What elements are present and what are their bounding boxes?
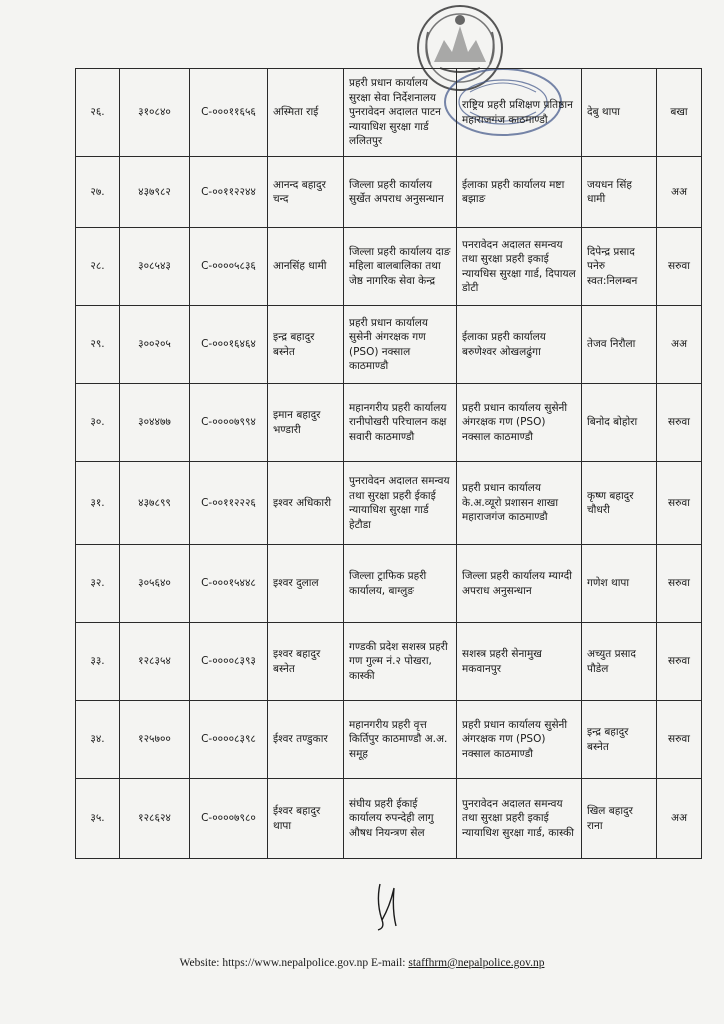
employee-id-cell: १२५७०० — [120, 701, 190, 779]
employee-id-cell: ३००२०५ — [120, 306, 190, 384]
table-row — [76, 623, 702, 701]
employee-id-cell: ३१०८४० — [120, 69, 190, 157]
employee-id-cell: ३०५६४० — [120, 545, 190, 623]
table-row — [76, 228, 702, 306]
name-cell: आनसिंह धामी — [268, 228, 344, 306]
code-cell: C-००००७९८० — [190, 779, 268, 859]
serial-number-cell: ३५. — [76, 779, 120, 859]
employee-id-cell: १२८३५४ — [120, 623, 190, 701]
table-row — [76, 462, 702, 545]
from-office-cell: जिल्ला प्रहरी कार्यालय दाङ महिला बालबालिका तथा जेष्ठ नागरिक सेवा केन्द्र — [344, 228, 457, 306]
name-cell: आनन्द बहादुर चन्द — [268, 157, 344, 228]
from-office-cell: जिल्ला प्रहरी कार्यालय सुर्खेत अपराध अनुसन्धान — [344, 157, 457, 228]
table-row — [76, 384, 702, 462]
serial-number-cell: २७. — [76, 157, 120, 228]
transfer-roster-table — [75, 68, 702, 859]
status-cell: बखा — [657, 69, 702, 157]
to-office-cell: पनरावेदन अदालत समन्वय तथा सुरक्षा प्रहरी इकाई न्यायधिस सुरक्षा गार्ड, दिपायल डोटी — [457, 228, 582, 306]
to-office-cell: ईलाका प्रहरी कार्यालय मष्टा बझाङ — [457, 157, 582, 228]
code-cell: C-००००८३९३ — [190, 623, 268, 701]
status-cell: सरुवा — [657, 462, 702, 545]
to-office-cell: प्रहरी प्रधान कार्यालय सुसेनी अंगरक्षक गण (PSO) नक्साल काठमाण्डौ — [457, 701, 582, 779]
approver-cell: जयधन सिंह धामी — [582, 157, 657, 228]
from-office-cell: महानगरीय प्रहरी कार्यालय रानीपोखरी परिचालन कक्ष सवारी काठमाण्डौ — [344, 384, 457, 462]
name-cell: इश्वर अधिकारी — [268, 462, 344, 545]
from-office-cell: गण्डकी प्रदेश सशस्त्र प्रहरी गण गुल्म नं.२ पोखरा, कास्की — [344, 623, 457, 701]
status-cell: सरुवा — [657, 228, 702, 306]
code-cell: C-००००८३९८ — [190, 701, 268, 779]
to-office-cell: राष्ट्रिय प्रहरी प्रशिक्षण प्रतिष्ठान महाराजगंज काठमाण्डौ — [457, 69, 582, 157]
employee-id-cell: ३०८५४३ — [120, 228, 190, 306]
approver-cell: तेजव निरौला — [582, 306, 657, 384]
table-row — [76, 69, 702, 157]
table-row — [76, 306, 702, 384]
employee-id-cell: ४३७९८२ — [120, 157, 190, 228]
page-footer — [0, 957, 724, 969]
name-cell: इन्द्र बहादुर बस्नेत — [268, 306, 344, 384]
from-office-cell: जिल्ला ट्राफिक प्रहरी कार्यालय, बाग्लुङ — [344, 545, 457, 623]
name-cell: इमान बहादुर भण्डारी — [268, 384, 344, 462]
name-cell: इश्वर दुलाल — [268, 545, 344, 623]
approver-cell: देबु थापा — [582, 69, 657, 157]
from-office-cell: प्रहरी प्रधान कार्यालय सुसेनी अंगरक्षक गण (PSO) नक्साल काठमाण्डौ — [344, 306, 457, 384]
from-office-cell: संघीय प्रहरी ईकाई कार्यालय रुपन्देही लागु औषध नियन्त्रण सेल — [344, 779, 457, 859]
approver-cell: बिनोद बोहोरा — [582, 384, 657, 462]
table-row — [76, 779, 702, 859]
approver-cell: दिपेन्द्र प्रसाद पनेरु स्वत:निलम्बन — [582, 228, 657, 306]
name-cell: ईश्वर तण्डुकार — [268, 701, 344, 779]
serial-number-cell: ३३. — [76, 623, 120, 701]
to-office-cell: प्रहरी प्रधान कार्यालय सुसेनी अंगरक्षक गण (PSO) नक्साल काठमाण्डौ — [457, 384, 582, 462]
name-cell: ईश्वर बहादुर थापा — [268, 779, 344, 859]
approver-cell: खिल बहादुर राना — [582, 779, 657, 859]
table-row — [76, 545, 702, 623]
name-cell: अस्मिता राई — [268, 69, 344, 157]
serial-number-cell: ३१. — [76, 462, 120, 545]
status-cell: सरुवा — [657, 545, 702, 623]
to-office-cell: जिल्ला प्रहरी कार्यालय म्याग्दी अपराध अनुसन्धान — [457, 545, 582, 623]
code-cell: C-०००१६४६४ — [190, 306, 268, 384]
status-cell: सरुवा — [657, 384, 702, 462]
approver-cell: गणेश थापा — [582, 545, 657, 623]
code-cell: C-०००११६५६ — [190, 69, 268, 157]
table-row — [76, 157, 702, 228]
code-cell: C-००११२२४४ — [190, 157, 268, 228]
to-office-cell: ईलाका प्रहरी कार्यालय बरुणेश्वर ओखलढुंगा — [457, 306, 582, 384]
code-cell: C-०००१५४४८ — [190, 545, 268, 623]
to-office-cell: सशस्त्र प्रहरी सेनामुख मकवानपुर — [457, 623, 582, 701]
code-cell: C-००११२२२६ — [190, 462, 268, 545]
employee-id-cell: ४३७८९९ — [120, 462, 190, 545]
to-office-cell: पुनरावेदन अदालत समन्वय तथा सुरक्षा प्रहरी इकाई न्यायाधिश सुरक्षा गार्ड, कास्की — [457, 779, 582, 859]
employee-id-cell: ३०४४७७ — [120, 384, 190, 462]
serial-number-cell: ३४. — [76, 701, 120, 779]
employee-id-cell: १२८६२४ — [120, 779, 190, 859]
serial-number-cell: २८. — [76, 228, 120, 306]
from-office-cell: पुनरावेदन अदालत समन्वय तथा सुरक्षा प्रहरी ईकाई न्यायाधिश सुरक्षा गार्ड हेटौडा — [344, 462, 457, 545]
signature-icon — [370, 880, 404, 932]
name-cell: इश्वर बहादुर बस्नेत — [268, 623, 344, 701]
code-cell: C-००००५८३६ — [190, 228, 268, 306]
approver-cell: इन्द्र बहादुर बस्नेत — [582, 701, 657, 779]
serial-number-cell: २६. — [76, 69, 120, 157]
serial-number-cell: ३०. — [76, 384, 120, 462]
status-cell: अअ — [657, 157, 702, 228]
status-cell: अअ — [657, 306, 702, 384]
to-office-cell: प्रहरी प्रधान कार्यालय के.अ.व्यूरो प्रशासन शाखा महाराजगंज काठमाण्डौ — [457, 462, 582, 545]
status-cell: सरुवा — [657, 701, 702, 779]
status-cell: अअ — [657, 779, 702, 859]
serial-number-cell: ३२. — [76, 545, 120, 623]
code-cell: C-००००७९९४ — [190, 384, 268, 462]
footer-contact-text: Website: https://www.nepalpolice.gov.np E-mail: — [179, 957, 406, 969]
from-office-cell: महानगरीय प्रहरी वृत्त किर्तिपुर काठमाण्डौ अ.अ. समूह — [344, 701, 457, 779]
approver-cell: अच्युत प्रसाद पौडेल — [582, 623, 657, 701]
from-office-cell: प्रहरी प्रधान कार्यालय सुरक्षा सेवा निर्देशनालय पुनरावेदन अदालत पाटन न्यायाधिश सुरक्षा गार्ड ललितपुर — [344, 69, 457, 157]
footer-email-link[interactable]: staffhrm@nepalpolice.gov.np — [408, 957, 545, 969]
approver-cell: कृष्ण बहादुर चौधरी — [582, 462, 657, 545]
table-row — [76, 701, 702, 779]
status-cell: सरुवा — [657, 623, 702, 701]
serial-number-cell: २९. — [76, 306, 120, 384]
